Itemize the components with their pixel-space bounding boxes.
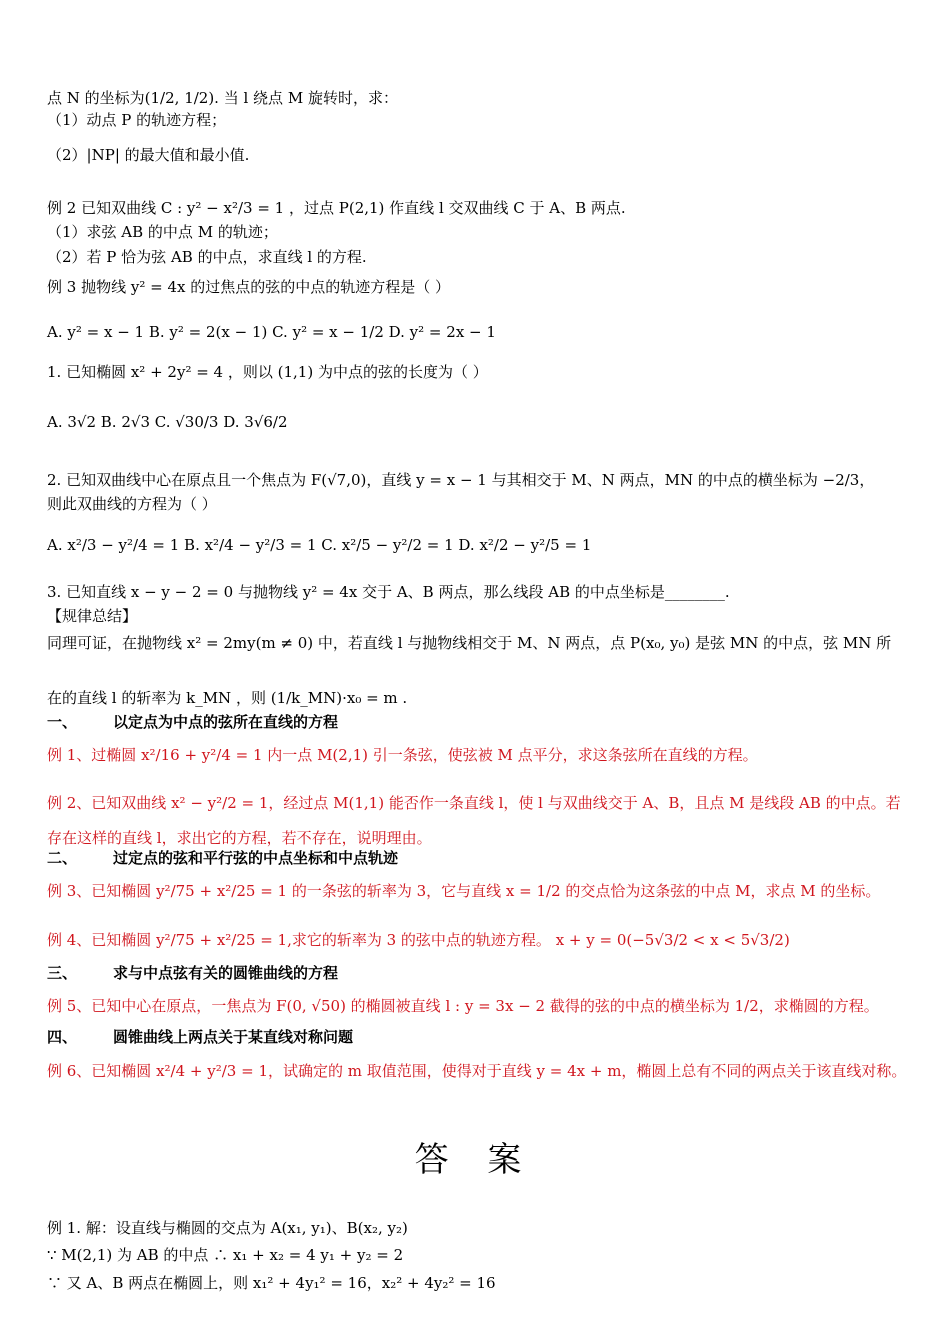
text-line: （2）|NP| 的最大值和最小值. bbox=[47, 146, 250, 164]
section-heading bbox=[47, 963, 338, 983]
section-title: 求与中点弦有关的圆锥曲线的方程 bbox=[113, 964, 339, 982]
section-title: 过定点的弦和平行弦的中点坐标和中点轨迹 bbox=[113, 849, 399, 867]
text-line: （2）若 P 恰为弦 AB 的中点，求直线 l 的方程. bbox=[47, 248, 367, 266]
text-line: 2. 已知双曲线中心在原点且一个焦点为 F(√7,0)，直线 y = x − 1 与其相交于 M、N 两点，MN 的中点的横坐标为 −2/3， bbox=[47, 471, 875, 489]
text-line: 同理可证，在抛物线 x² = 2my(m ≠ 0) 中，若直线 l 与抛物线相交于 M、N 两点，点 P(x₀, y₀) 是弦 MN 的中点，弦 MN 所 bbox=[47, 634, 892, 652]
example-problem: 例 3、已知椭圆 y²/75 + x²/25 = 1 的一条弦的斩率为 3，它与直线 x = 1/2 的交点恰为这条弦的中点 M，求点 M 的坐标。 bbox=[47, 882, 881, 900]
example-problem: 例 4、已知椭圆 y²/75 + x²/25 = 1,求它的斩率为 3 的弦中点的轨迹方程。 x + y = 0(−5√3/2 < x < 5√3/2) bbox=[47, 931, 790, 949]
answer-title: 答 案 bbox=[414, 1140, 536, 1180]
section-title: 以定点为中点的弦所在直线的方程 bbox=[113, 713, 339, 731]
text-line: 例 2 已知双曲线 C : y² − x²/3 = 1 ，过点 P(2,1) 作直线 l 交双曲线 C 于 A、B 两点. bbox=[47, 199, 626, 217]
example-problem: 例 2、已知双曲线 x² − y²/2 = 1，经过点 M(1,1) 能否作一条直线 l，使 l 与双曲线交于 A、B，且点 M 是线段 AB 的中点。若 bbox=[47, 794, 901, 812]
example-problem: 例 1、过椭圆 x²/16 + y²/4 = 1 内一点 M(2,1) 引一条弦，使弦被 M 点平分，求这条弦所在直线的方程。 bbox=[47, 746, 758, 764]
answer-line: ∵ 又 A、B 两点在椭圆上，则 x₁² + 4y₁² = 16，x₂² + 4y₂² = 16 bbox=[47, 1274, 496, 1292]
answer-line: 例 1. 解：设直线与椭圆的交点为 A(x₁, y₁)、B(x₂, y₂) bbox=[47, 1219, 408, 1237]
text-line: A. 3√2 B. 2√3 C. √30/3 D. 3√6/2 bbox=[47, 413, 288, 431]
section-title: 圆锥曲线上两点关于某直线对称问题 bbox=[113, 1028, 354, 1046]
text-line: 在的直线 l 的斩率为 k_MN ，则 (1/k_MN)·x₀ = m . bbox=[47, 689, 408, 707]
text-line: 【规律总结】 bbox=[47, 607, 138, 625]
text-line: （1）动点 P 的轨迹方程； bbox=[47, 111, 227, 129]
text-line: 例 3 抛物线 y² = 4x 的过焦点的弦的中点的轨迹方程是（ ） bbox=[47, 278, 450, 296]
text-line: 1. 已知椭圆 x² + 2y² = 4 ，则以 (1,1) 为中点的弦的长度为（ ） bbox=[47, 363, 488, 381]
example-problem: 存在这样的直线 l，求出它的方程，若不存在，说明理由。 bbox=[47, 829, 432, 847]
section-number: 三、 bbox=[47, 964, 78, 982]
section-number: 二、 bbox=[47, 849, 78, 867]
section-heading bbox=[47, 1027, 353, 1047]
text-line: 3. 已知直线 x − y − 2 = 0 与抛物线 y² = 4x 交于 A、B 两点，那么线段 AB 的中点坐标是________. bbox=[47, 583, 730, 601]
section-number: 一、 bbox=[47, 713, 78, 731]
example-problem: 例 6、已知椭圆 x²/4 + y²/3 = 1，试确定的 m 取值范围，使得对于直线 y = 4x + m，椭圆上总有不同的两点关于该直线对称。 bbox=[47, 1062, 907, 1080]
text-line: A. x²/3 − y²/4 = 1 B. x²/4 − y²/3 = 1 C. x²/5 − y²/2 = 1 D. x²/2 − y²/5 = 1 bbox=[47, 536, 592, 554]
answer-line: ∵ M(2,1) 为 AB 的中点 ∴ x₁ + x₂ = 4 y₁ + y₂ = 2 bbox=[47, 1246, 404, 1264]
example-problem: 例 5、已知中心在原点，一焦点为 F(0, √50) 的椭圆被直线 l : y = 3x − 2 截得的弦的中点的横坐标为 1/2，求椭圆的方程。 bbox=[47, 997, 879, 1015]
text-line: （1）求弦 AB 的中点 M 的轨迹； bbox=[47, 223, 278, 241]
section-number: 四、 bbox=[47, 1028, 78, 1046]
text-line: A. y² = x − 1 B. y² = 2(x − 1) C. y² = x − 1/2 D. y² = 2x − 1 bbox=[47, 323, 496, 341]
text-line: 点 N 的坐标为(1/2, 1/2). 当 l 绕点 M 旋转时，求： bbox=[47, 89, 398, 107]
text-line: 则此双曲线的方程为（ ） bbox=[47, 495, 217, 513]
section-heading bbox=[47, 712, 338, 732]
section-heading bbox=[47, 848, 398, 868]
